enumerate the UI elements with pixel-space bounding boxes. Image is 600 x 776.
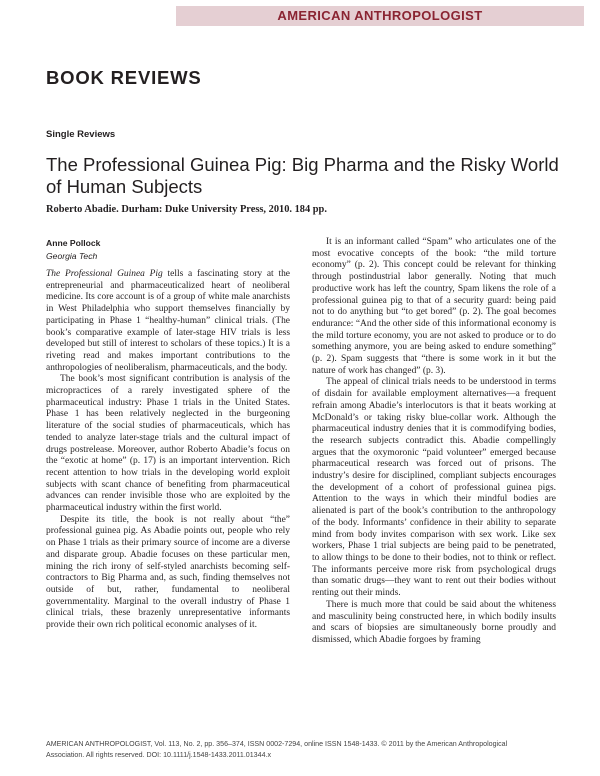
book-citation: Roberto Abadie. Durham: Duke University Press, 2010. 184 pp. <box>46 204 327 215</box>
reviewer-affiliation: Georgia Tech <box>46 251 98 261</box>
left-paragraph-1-text: tells a fascinating story at the entrepreneurial and pharmaceuticalized heart of neoliberal medicine. Its core account is of a group of white male anarchists in West Philadelphia who support themselves financially by participating in Phase 1 “healthy-human” clinical trials. (The book’s comparative example of later-stage HIV trials is less developed but still of interest to scholars of these topics.) It is a riveting read and makes important contributions to the anthropologies of neoliberalism, pharmaceuticals, and the body. <box>46 269 290 373</box>
right-paragraph-2: The appeal of clinical trials needs to be understood in terms of disdain for available employment alternatives—a frequent refrain among Abadie’s interlocutors is that it beats working at McDonald’s or taking risky blue-collar work. Although the pharmaceutical industry denies that it is commodifying bodies, the research subjects contradict this. Abadie compellingly argues that the oxymoronic “paid volunteer” emerged because pharmaceutical research was forced out of prisons. The industry’s desire for disciplined, compliant subjects encourages the development of a cohort of professional guinea pigs. Attention to the ways in which their mindful bodies are alienated is part of the book’s contribution to the anthropology of the body. Informants’ confidence in their ability to separate mind from body invites comparison with sex work. Like sex workers, Phase 1 trial subjects are being paid to be penetrated, to allow things to be done to their bodies, not to think or reflect. The informants perceive more risk from psychological drugs than somatic drugs—they want to rent out their bodies without renting out their minds. <box>312 377 556 599</box>
left-paragraph-3: Despite its title, the book is not really about “the” professional guinea pig. As Abadie points out, people who rely on Phase 1 trials as their primary source of income are a diverse and disparate group. Abadie focuses on these particular men, mining the rich irony of self-styled anarchists becoming self-contractors to Big Pharma and, as such, finding themselves not outside of but, rather, fundamental to neoliberal governmentality. Marginal to the overall industry of Phase 1 clinical trials, these brazenly unrepresentative informants provide their own rich political economic analyses of it. <box>46 514 290 631</box>
reviewer-name: Anne Pollock <box>46 238 101 248</box>
book-title-italic: The Professional Guinea Pig <box>46 269 163 279</box>
footer-line-1: AMERICAN ANTHROPOLOGIST, Vol. 113, No. 2, pp. 356–374, ISSN 0002-7294, online ISSN 1548-1433. © 2011 by the American Anthropological <box>46 740 508 748</box>
left-column <box>46 269 290 632</box>
journal-name: AMERICAN ANTHROPOLOGIST <box>277 8 483 23</box>
right-paragraph-1: It is an informant called “Spam” who articulates one of the most evocative concepts of the book: “the mild torture economy” (p. 2). This concept could be relevant for thinking through postindustrial labor generally. Noting that much productive work has left the country, Spam likens the role of a professional guinea pig to that of a security guard: being paid not to do anything but “to get bored” (p. 2). The goal becomes endurance: “And the other side of this informational economy is the mild torture economy, you are not asked to produce or to do something anymore, you are being asked to endure something” (p. 2). Spam suggests that “there is some work in it but the nature of work has changed” (p. 3). <box>312 237 556 376</box>
left-paragraph-2: The book’s most significant contribution is analysis of the micropractices of a rarely investigated sphere of the pharmaceutical industry: Phase 1 trials in the United States. Phase 1 has been relatively neglected in the burgeoning literature of the social studies of pharmaceuticals, which has tended to analyze later-stage trials and the cultural impact of drugs postrelease. Moreover, author Roberto Abadie’s focus on the “exotic at home” (p. 17) is an important intervention. Rich recent attention to how trials in the developing world exploit subjects with scant chance of benefiting from pharmaceutical advances can render invisible those who are exploited by the pharmaceutical industry within the first world. <box>46 374 290 514</box>
subsection-label: Single Reviews <box>46 129 116 140</box>
section-title: BOOK REVIEWS <box>46 67 202 88</box>
right-paragraph-3: There is much more that could be said about the whiteness and masculinity being constructed here, in which bodily insults and scars of biopsies are simultaneously borne proudly and dismissed, which Abadie forgoes by framing <box>312 599 556 645</box>
left-paragraph-1 <box>46 269 290 374</box>
page-footer <box>46 739 566 761</box>
footer-line-2: Association. All rights reserved. DOI: 10.1111/j.1548-1433.2011.01344.x <box>46 751 272 759</box>
article-title: The Professional Guinea Pig: Big Pharma and the Risky World of Human Subjects <box>46 154 559 197</box>
right-column <box>312 237 556 647</box>
